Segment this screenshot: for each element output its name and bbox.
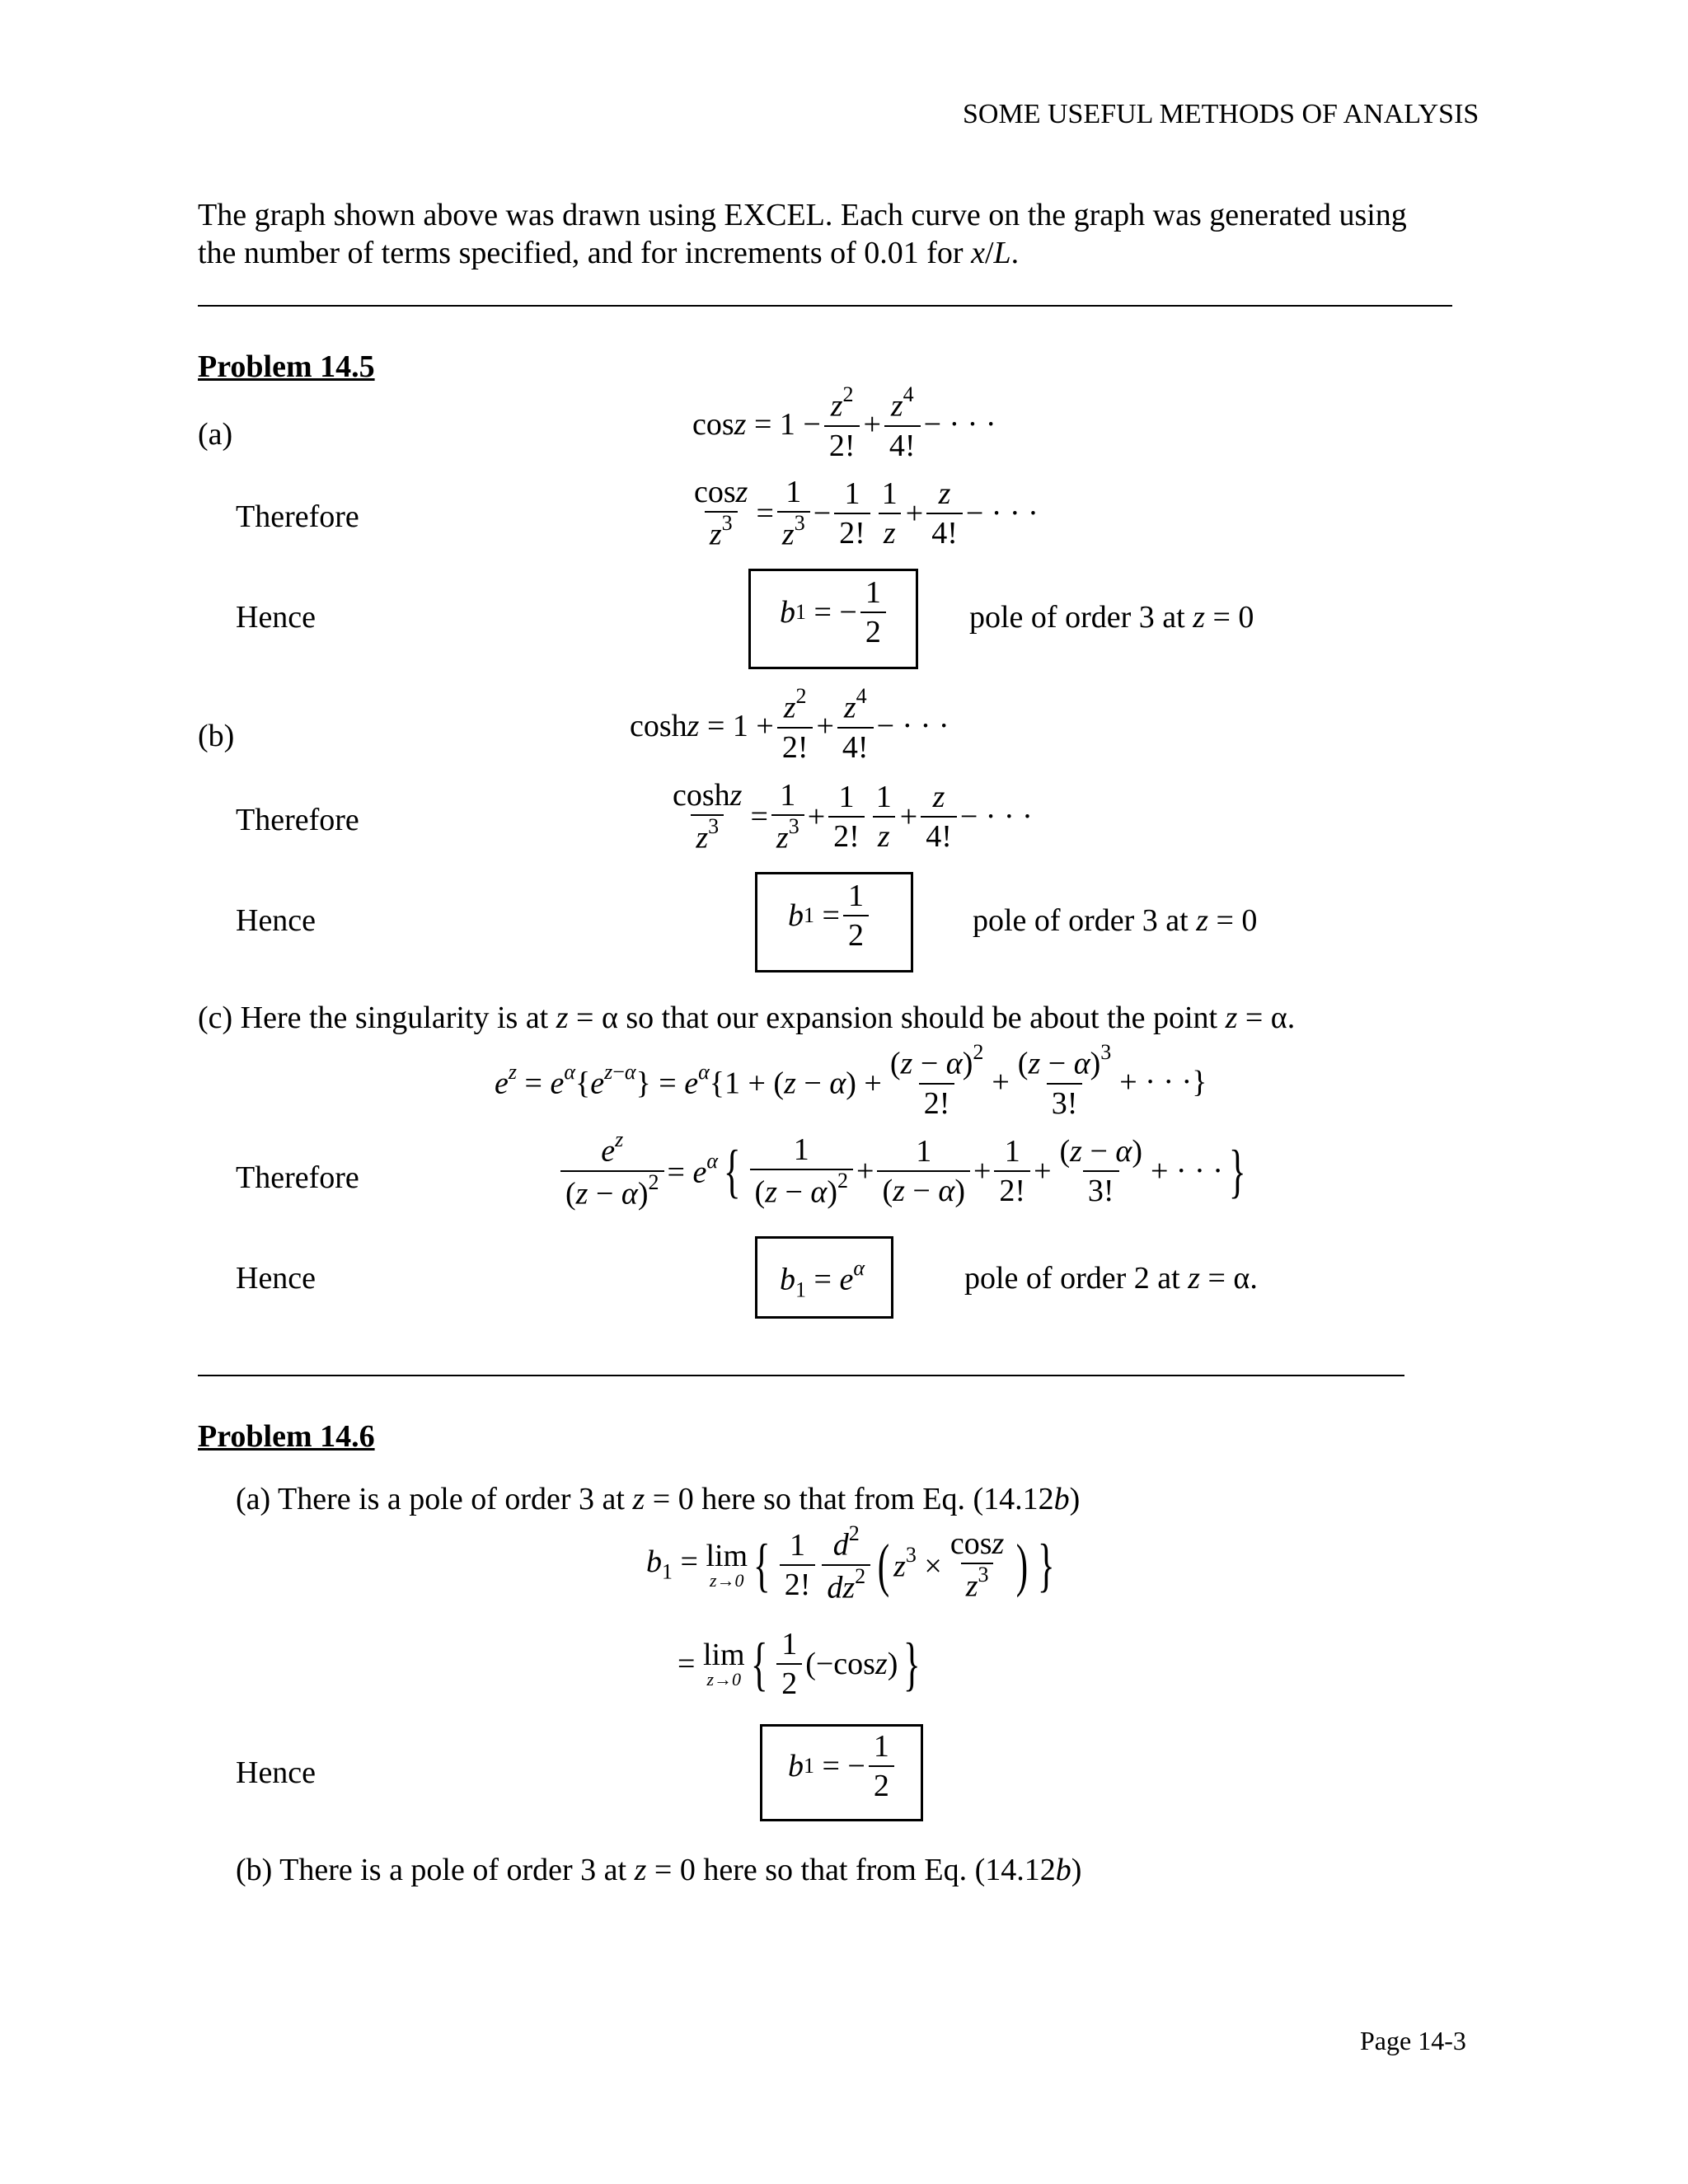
cosh-over-z3: $\frac{\cosh z}{z^3}$ = $\frac{1}{z^3}$ + $\frac{1}{2!}$ $\frac{1}{z}$ + $\frac{z}{4!}$ − · · · xyxy=(673,778,1033,855)
part-c-text: (c) Here the singularity is at z = α so that our expansion should be about the point z = α. xyxy=(198,1001,1296,1035)
hence-14-6: Hence xyxy=(236,1755,316,1790)
problem-14-6-b-text: (b) There is a pole of order 3 at z = 0 here so that from Eq. (14.12b) xyxy=(236,1853,1082,1887)
pole-note-c: pole of order 2 at z = α. xyxy=(964,1261,1258,1296)
hence-c: Hence xyxy=(236,1261,316,1296)
exp-series: $e^z = e^\alpha\{e^{z-\alpha}\} = e^\alpha\{1 + (z - \alpha)$ + $\frac{(z - \alpha)^2}{2!}$ + $\frac{(z - \alpha)^3}{3!}$ + · · ·} xyxy=(495,1040,1207,1121)
residue-limit-formula: $b_1$ = lim z→0 { $\frac{1}{2!}$ $\frac{d^2}{dz^2}$ ( $z^3$ × $\frac{\cos z}{z^3}$ ) } xyxy=(646,1521,1055,1605)
part-b-label: (b) xyxy=(198,719,235,753)
intro-line-1: The graph shown above was drawn using EXCEL. Each curve on the graph was generated using xyxy=(198,198,1407,232)
running-header: SOME USEFUL METHODS OF ANALYSIS xyxy=(963,99,1479,129)
intro-line-2: the number of terms specified, and for increments of 0.01 for x/L. xyxy=(198,236,1020,270)
page-number: Page 14-3 xyxy=(1360,2026,1466,2055)
residue-14-6: b 1 = − $\frac{1}{2}$ xyxy=(788,1731,898,1802)
cos-series: cosz = 1 − $\frac{z^2}{2!}$ + $\frac{z^4}{4!}$ − · · · xyxy=(692,382,996,463)
part-a-label: (a) xyxy=(198,417,233,452)
cos-over-z3: $\frac{\cos z}{z^3}$ = $\frac{1}{z^3}$ − $\frac{1}{2!}$ $\frac{1}{z}$ + $\frac{z}{4!}$ − · · · xyxy=(694,475,1039,552)
hence-b: Hence xyxy=(236,903,316,938)
divider-middle xyxy=(198,1375,1404,1376)
therefore-a: Therefore xyxy=(236,499,359,534)
residue-limit-step: = lim z→0 { $\frac{1}{2}$ (−cosz) } xyxy=(678,1627,921,1701)
divider-top xyxy=(198,305,1452,307)
problem-14-6-title: Problem 14.6 xyxy=(198,1419,375,1454)
pole-note-a: pole of order 3 at z = 0 xyxy=(969,600,1254,635)
problem-14-6-a-text: (a) There is a pole of order 3 at z = 0 here so that from Eq. (14.12b) xyxy=(236,1482,1081,1516)
residue-c: $b_1 = e^\alpha$ xyxy=(780,1256,865,1302)
residue-b: b 1 = $\frac{1}{2}$ xyxy=(788,880,872,951)
therefore-b: Therefore xyxy=(236,803,359,837)
residue-a: b 1 = − $\frac{1}{2}$ xyxy=(780,577,889,648)
hence-a: Hence xyxy=(236,600,316,635)
exp-over-z-alpha: $\frac{e^z}{(z - \alpha)^2}$ = $e^\alpha$ { $\frac{1}{(z - \alpha)^2}$ + $\frac{1}{(z - \alpha)}$ + $\frac{1}{2!}$ + $\frac{(z - \alpha)}{3!}$ + · · · } xyxy=(557,1132,1251,1209)
cosh-series: coshz = 1 + $\frac{z^2}{2!}$ + $\frac{z^4}{4!}$ − · · · xyxy=(630,684,950,765)
problem-14-5-title: Problem 14.5 xyxy=(198,349,375,384)
pole-note-b: pole of order 3 at z = 0 xyxy=(973,903,1258,938)
therefore-c: Therefore xyxy=(236,1160,359,1195)
